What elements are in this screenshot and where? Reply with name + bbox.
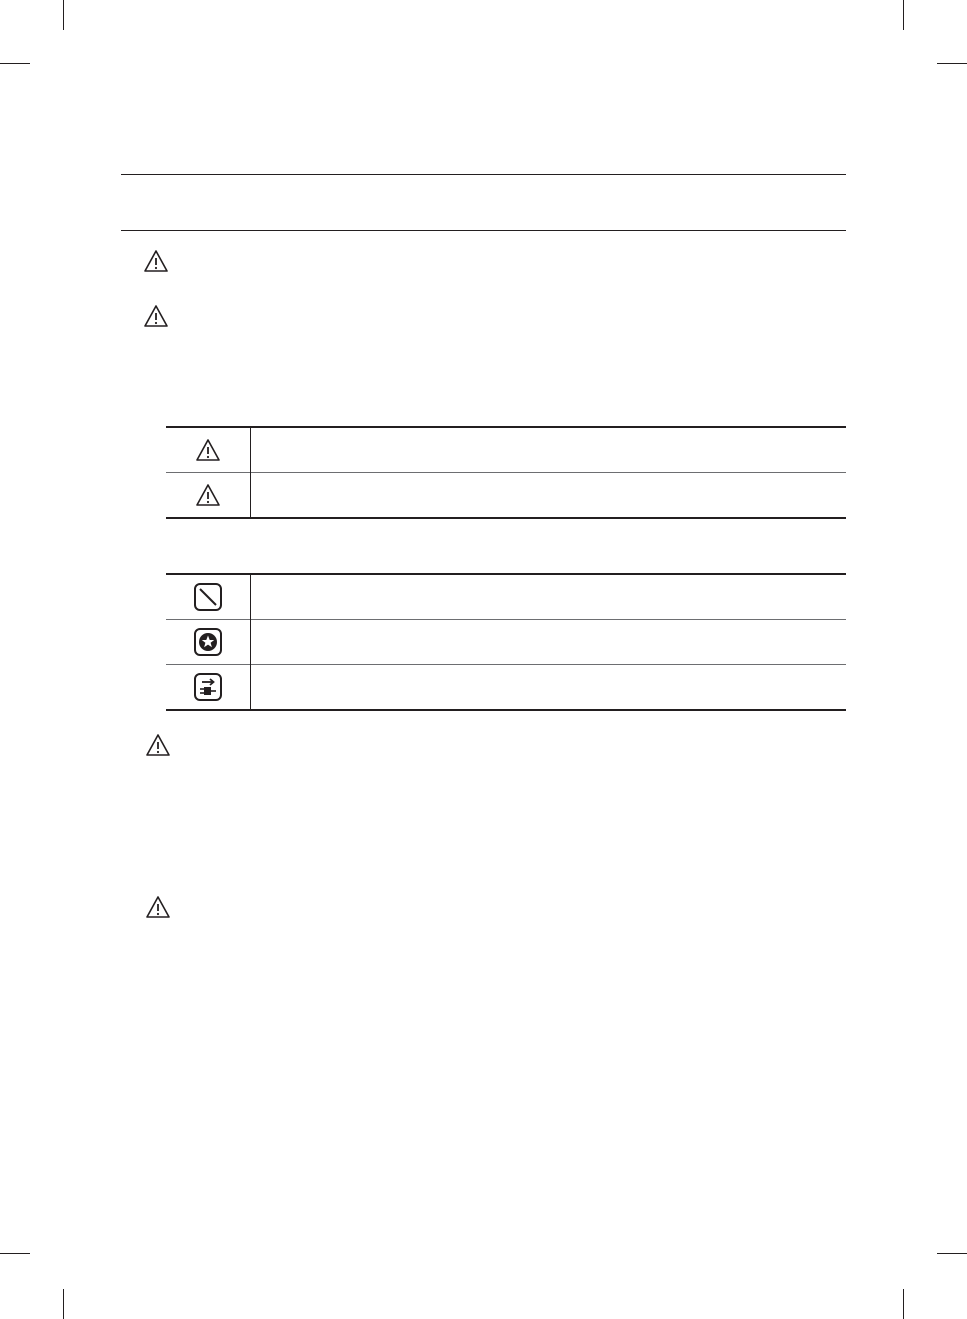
table-row	[166, 665, 846, 711]
row-description	[251, 427, 847, 473]
warning-triangle-icon	[145, 895, 171, 919]
crop-mark	[0, 1253, 30, 1254]
warning-triangle-icon	[143, 304, 169, 328]
icon-cell	[166, 427, 251, 473]
warning-triangle-icon	[195, 438, 221, 462]
table-row	[166, 427, 846, 473]
warning-triangle-icon	[195, 483, 221, 507]
row-description	[251, 473, 847, 519]
row-description	[251, 665, 847, 711]
icon-cell	[166, 473, 251, 519]
crop-mark	[0, 63, 30, 64]
icon-cell	[166, 665, 251, 711]
table-row	[166, 473, 846, 519]
header-top-rule	[121, 174, 846, 175]
table-row	[166, 620, 846, 665]
crop-mark	[937, 63, 967, 64]
crop-mark	[903, 0, 904, 30]
table-row	[166, 574, 846, 620]
warning-triangle-icon	[145, 733, 171, 757]
unplug-icon	[193, 672, 223, 702]
header-bottom-rule	[121, 230, 846, 231]
icon-cell	[166, 574, 251, 620]
crop-mark	[937, 1253, 967, 1254]
prohibited-icon	[193, 582, 223, 612]
crop-mark	[903, 1289, 904, 1319]
row-description	[251, 620, 847, 665]
icon-cell	[166, 620, 251, 665]
follow-instructions-icon	[193, 627, 223, 657]
warning-triangle-icon	[143, 249, 169, 273]
symbol-table	[166, 573, 846, 711]
row-description	[251, 574, 847, 620]
crop-mark	[63, 1289, 64, 1319]
crop-mark	[63, 0, 64, 30]
severity-table	[166, 426, 846, 519]
